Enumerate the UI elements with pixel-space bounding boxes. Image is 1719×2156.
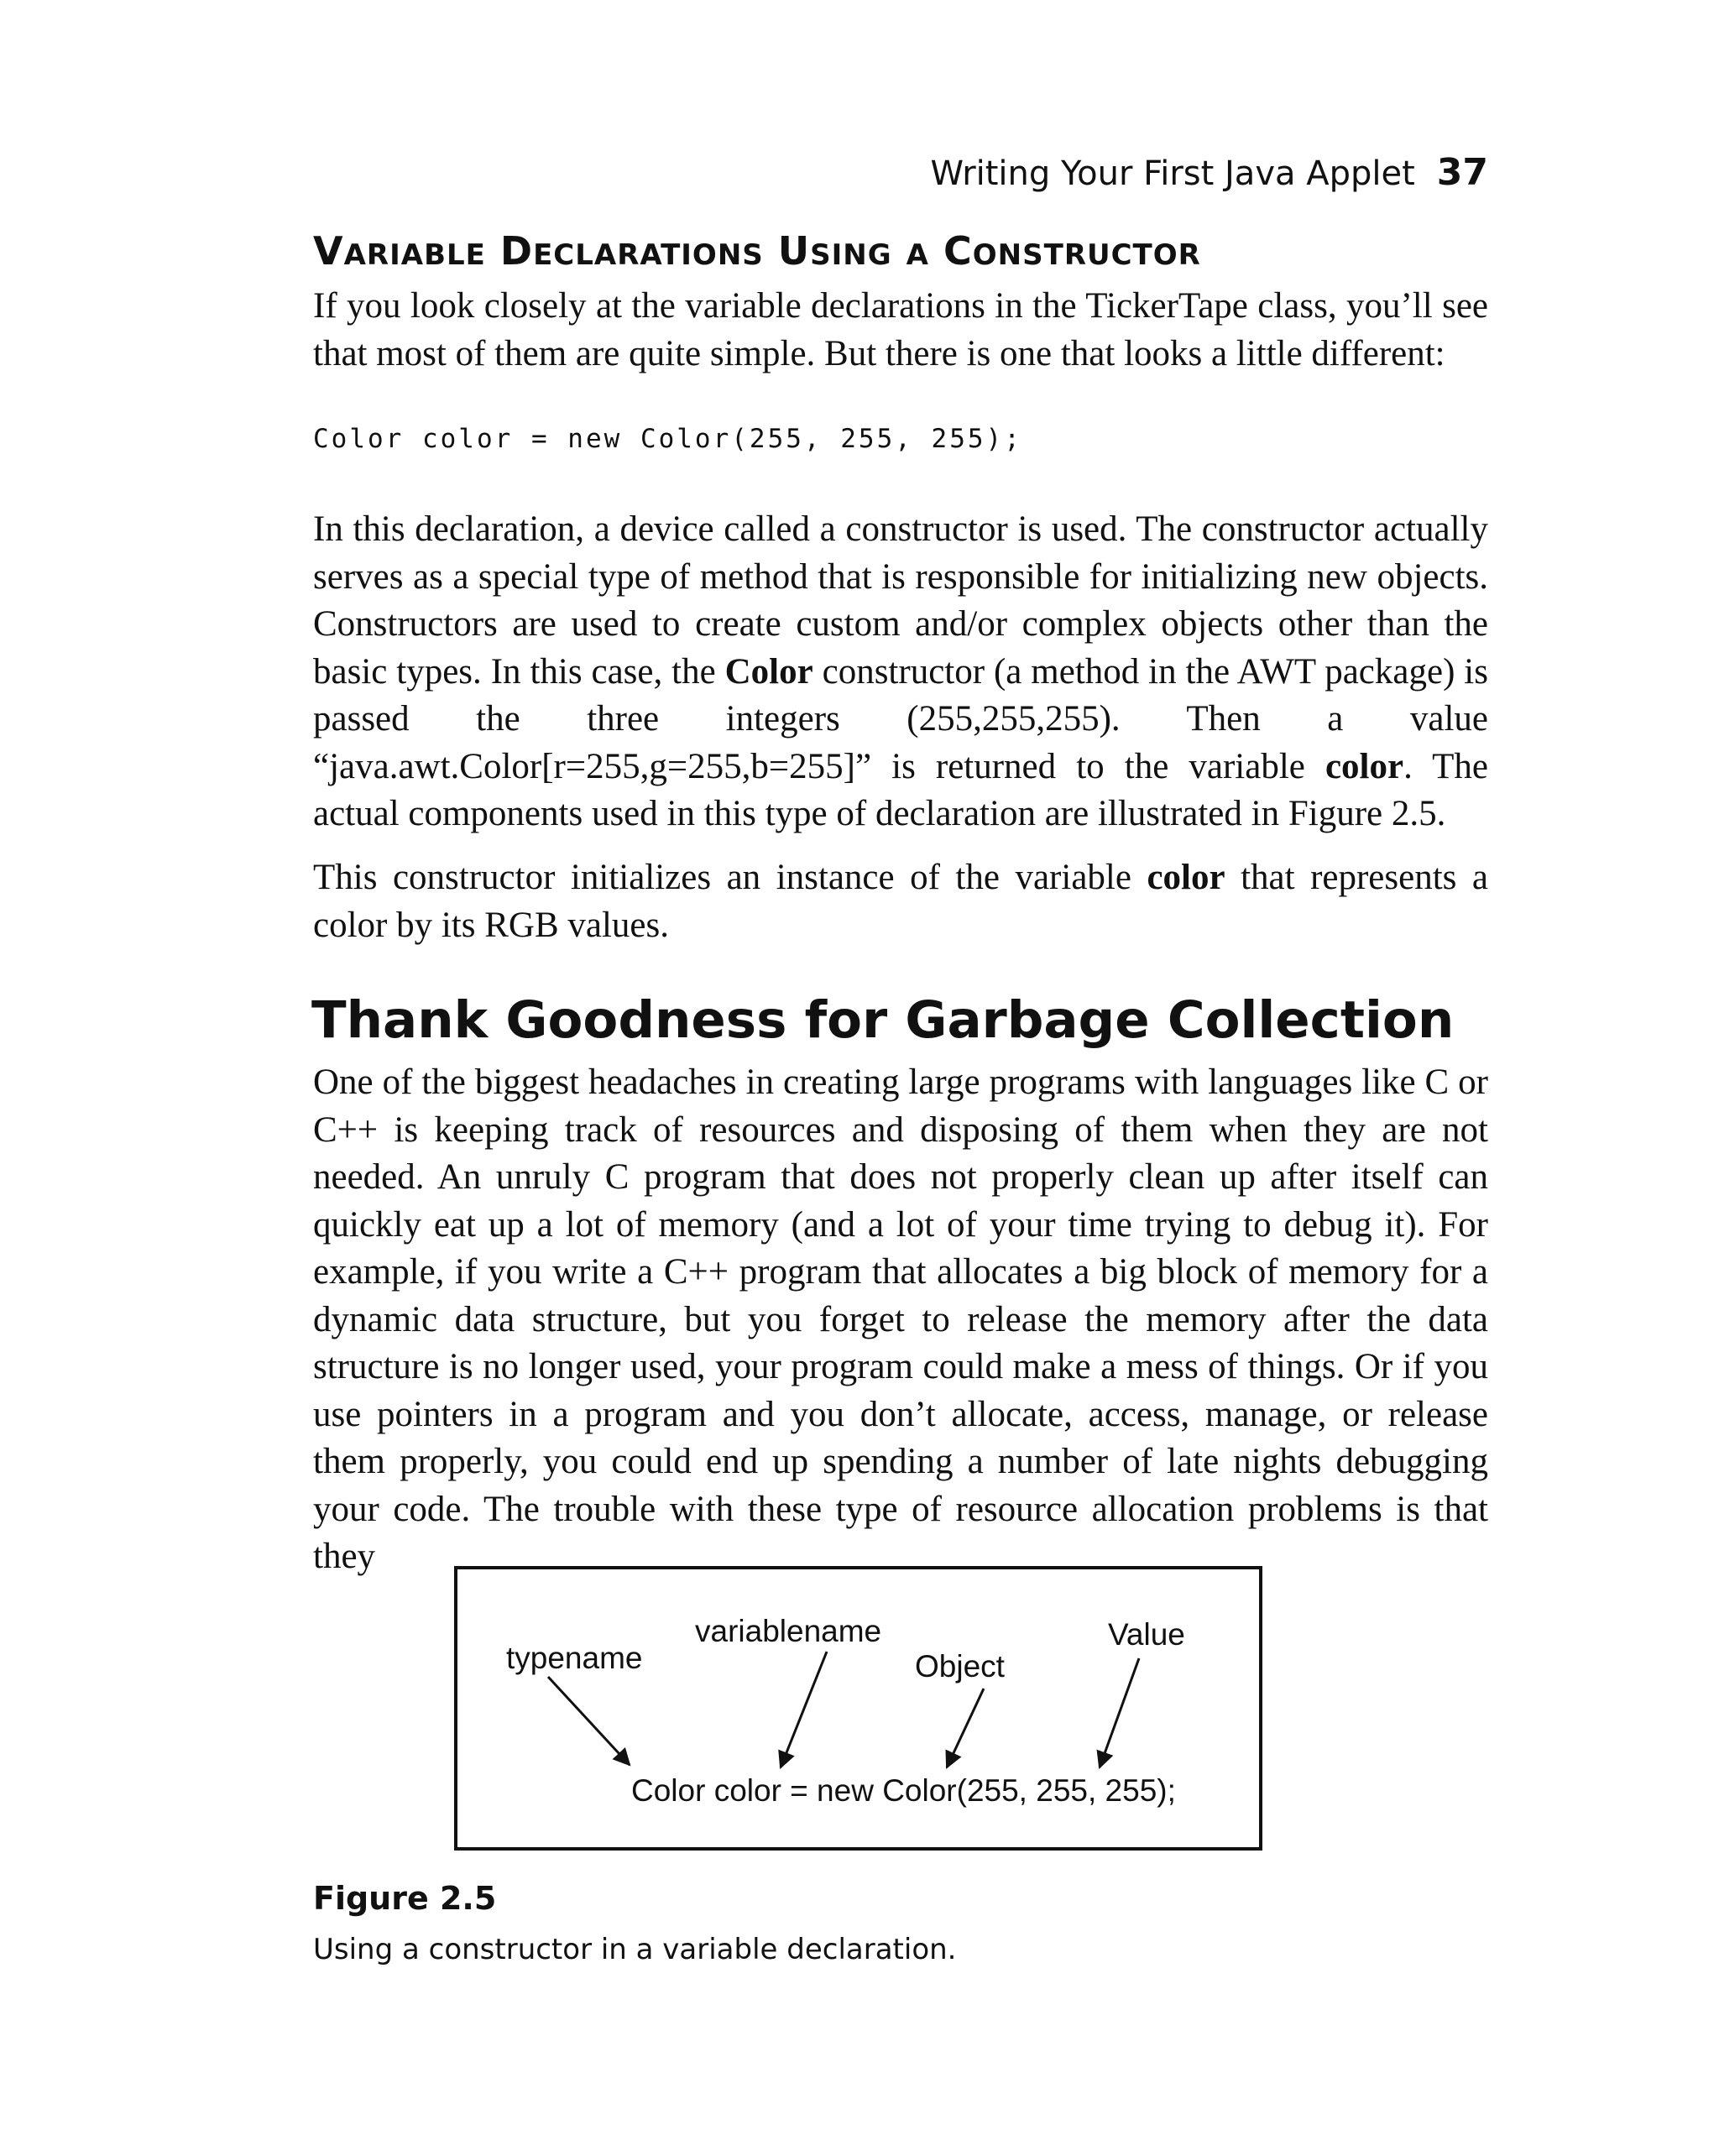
bold-term-color-class: Color [724,651,813,692]
figure-code-line: Color color = new Color(255, 255, 255); [631,1773,1176,1808]
paragraph-constructor: In this declaration, a device called a constructor is used. The constructor actually serves as a special type of method that is responsible for initializing new objects. Constructors are used to create custom and/or complex objects other than the basic types. In this case, the Color constructor (a method in the AWT package) is passed the three integers (255,255,255). Then a value “java.awt.Color[r=255,g=255,b=255]” is returned to the variable color. The actual components used in this type of declaration are illustrated in Figure 2.5. [313,509,1488,833]
paragraph-rgb: This constructor initializes an instance of the variable color that represents a color by its RGB values. [313,858,1488,945]
label-value: Value [1108,1617,1185,1652]
figure-caption-text: Using a constructor in a variable declaration. [313,1933,957,1966]
bold-term-color-var: color [1325,746,1404,786]
running-head-title: Writing Your First Java Applet [930,154,1415,193]
page-number: 37 [1436,151,1488,194]
arrow-object [947,1689,984,1767]
figure-diagram [454,1566,1262,1851]
label-typename: typename [506,1641,643,1675]
running-head [313,151,1488,194]
bold-term-color: color [1147,858,1225,897]
arrow-typename [548,1677,630,1765]
figure-svg [457,1569,1259,1847]
subsection-heading: VARIABLE DECLARATIONS USING A CONSTRUCTOR [313,228,1201,274]
label-object: Object [915,1649,1005,1684]
paragraph-garbage-collection: One of the biggest headaches in creating large programs with languages like C or C++ is keeping track of resources and disposing of them when they are not needed. An unruly C program that does not properly clean up after itself can quickly eat up a lot of memory (and a lot of your time trying to debug it). For example, if you write a C++ program that allocates a big block of memory for a dynamic data structure, but you forget to release the memory after the data structure is no longer used, your program could make a mess of things. Or if you use pointers in a program and you don’t allocate, access, manage, or release them properly, you could end up spending a number of late nights debugging your code. The trouble with these type of resource allocation problems is that they [313,1062,1488,1576]
section-heading: Thank Goodness for Garbage Collection [311,990,1455,1050]
figure-caption-title: Figure 2.5 [313,1880,497,1917]
label-variablename: variablename [695,1614,882,1648]
paragraph-intro: If you look closely at the variable declarations in the TickerTape class, you’ll see that most of them are quite simple. But there is one that looks a little different: [313,286,1488,373]
code-line: Color color = new Color(255, 255, 255); [313,424,1022,454]
arrow-value [1100,1658,1139,1767]
arrow-variablename [781,1652,827,1767]
